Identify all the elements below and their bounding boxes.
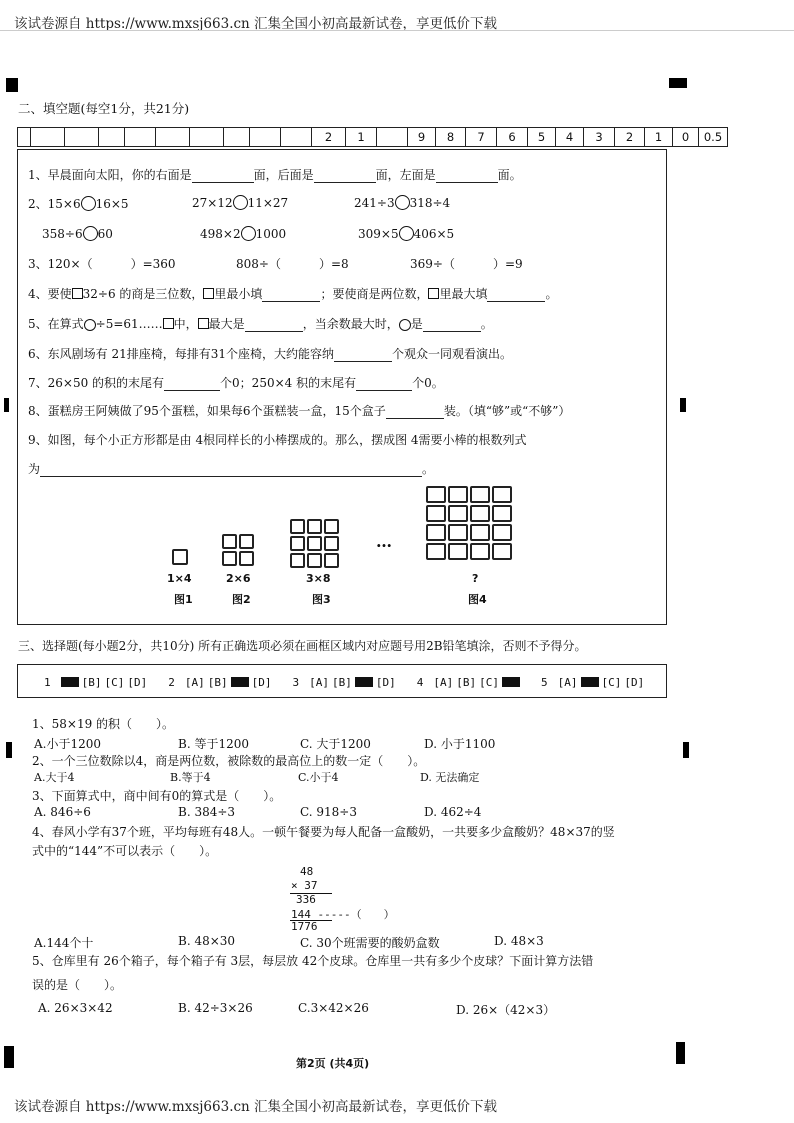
answer-bubble[interactable]: [D]: [127, 676, 148, 689]
answer-blank[interactable]: [334, 349, 392, 362]
choice-q3-option-b[interactable]: B. 384÷3: [178, 805, 236, 819]
figure-3-caption: 图3: [312, 593, 331, 606]
choice-q5-option-b[interactable]: B. 42÷3×26: [178, 1001, 253, 1015]
compare-circle[interactable]: [395, 195, 410, 210]
choice-q3-option-c[interactable]: C. 918÷3: [300, 805, 357, 819]
circle-placeholder: [84, 319, 96, 331]
answer-bubble[interactable]: [D]: [375, 676, 396, 689]
answer-blank[interactable]: [356, 378, 412, 391]
figure-1-grid: [172, 549, 188, 565]
question-5: 5、在算式 ÷5=61…… 中， 最大是 ，当余数最大时， 是 。: [28, 317, 493, 331]
vertical-line-4: 144 -----（ ）: [291, 908, 395, 921]
answer-group: [168, 676, 274, 689]
registration-mark: [4, 398, 9, 412]
question-2-item: 2、15×6 16×5: [28, 197, 129, 211]
answer-bubble[interactable]: [C]: [104, 676, 125, 689]
figure-3-formula: 3×8: [306, 572, 331, 585]
answer-blank[interactable]: [487, 289, 545, 302]
registration-mark: [683, 742, 689, 758]
answer-group: [541, 676, 647, 689]
answer-bubble[interactable]: [B]: [332, 676, 352, 689]
vertical-line-5: 1776: [291, 920, 318, 933]
choice-q2-option-a[interactable]: A.大于4: [34, 771, 75, 784]
compare-circle[interactable]: [81, 196, 96, 211]
choice-q5-option-c[interactable]: C.3×42×26: [298, 1001, 369, 1015]
score-cell: [156, 128, 190, 147]
answer-blank[interactable]: [164, 378, 220, 391]
divider: [0, 30, 794, 31]
choice-q1-stem: 1、58×19 的积（ ）。: [32, 717, 175, 731]
answer-blank[interactable]: [245, 319, 303, 332]
circle-placeholder: [399, 319, 411, 331]
vertical-line-3: 336: [296, 893, 316, 906]
score-cell: [281, 128, 312, 147]
score-cell: 0.5: [699, 128, 728, 147]
section-3-title: 三、选择题(每小题2分，共10分) 所有正确选项必须在画框区域内对应题号用2B铅笔填涂，否则不予得分。: [18, 639, 587, 653]
answer-bubble[interactable]: [B]: [456, 676, 477, 689]
filled-bubble[interactable]: [231, 677, 249, 687]
score-cell: 4: [556, 128, 584, 147]
figure-1-formula: 1×4: [167, 572, 192, 585]
choice-q3-option-d[interactable]: D. 462÷4: [424, 805, 482, 819]
score-cell: 7: [466, 128, 497, 147]
answer-blank[interactable]: [192, 170, 254, 183]
filled-bubble[interactable]: [61, 677, 79, 687]
registration-mark: [676, 1042, 685, 1064]
compare-circle[interactable]: [233, 195, 248, 210]
answer-blank[interactable]: [386, 406, 444, 419]
choice-q1-option-a[interactable]: A.小于1200: [34, 737, 102, 751]
answer-number: 3: [292, 676, 300, 689]
registration-mark: [4, 1046, 14, 1068]
answer-group: [44, 676, 150, 689]
figure-2-caption: 图2: [232, 593, 251, 606]
score-cell: [99, 128, 125, 147]
question-6: 6、东风剧场有 21排座椅，每排有31个座椅，大约能容纳 个观众一同观看演出。: [28, 347, 513, 361]
score-cell: [190, 128, 224, 147]
question-3b: 808÷（ ）=8: [236, 257, 349, 271]
figure-3-grid: [290, 519, 339, 568]
figure-2-grid: [222, 534, 254, 566]
answer-group: [293, 676, 399, 689]
answer-bubble[interactable]: [B]: [81, 676, 102, 689]
figure-2-formula: 2×6: [226, 572, 251, 585]
score-cell: 2: [615, 128, 645, 147]
choice-q5-stem-line1: 5、仓库里有 26个箱子，每个箱子有 3层，每层放 42个皮球。仓库里一共有多少个皮球？下面计算方法错: [32, 954, 594, 968]
square-placeholder: [72, 288, 83, 299]
choice-q1-option-d[interactable]: D. 小于1100: [424, 737, 496, 751]
question-1: 1、早晨面向太阳，你的右面是 面，后面是 面，左面是 面。: [28, 168, 522, 182]
ellipsis: …: [376, 532, 392, 551]
question-2-item: 27×12 11×27: [192, 196, 289, 210]
choice-q1-option-c[interactable]: C. 大于1200: [300, 737, 371, 751]
choice-q3-option-a[interactable]: A. 846÷6: [34, 805, 91, 819]
score-cell: [125, 128, 156, 147]
score-cell: [224, 128, 250, 147]
answer-group: [417, 676, 523, 689]
choice-q4-option-c[interactable]: C. 30个班需要的酸奶盒数: [300, 936, 440, 950]
compare-circle[interactable]: [241, 226, 256, 241]
square-placeholder: [428, 288, 439, 299]
score-cell: 0: [673, 128, 699, 147]
registration-mark: [669, 78, 687, 88]
answer-blank[interactable]: [423, 319, 481, 332]
answer-bubble[interactable]: [A]: [433, 676, 454, 689]
score-cell: [31, 128, 65, 147]
source-banner-bottom: 该试卷源自 https://www.mxsj663.cn 汇集全国小初高最新试卷，享更低价下载: [14, 1099, 498, 1115]
square-placeholder: [198, 318, 209, 329]
answer-bubble[interactable]: [A]: [309, 676, 329, 689]
question-9: 9、如图，每个小正方形都是由 4根同样长的小棒摆成的。那么，摆成图 4需要小棒的根数列式: [28, 433, 527, 447]
figure-4-caption: 图4: [468, 593, 487, 606]
choice-q4-option-b[interactable]: B. 48×30: [178, 934, 236, 948]
filled-bubble[interactable]: [581, 677, 599, 687]
compare-circle[interactable]: [399, 226, 414, 241]
answer-bubble[interactable]: [C]: [479, 676, 499, 689]
answer-blank[interactable]: [262, 289, 320, 302]
question-2-item: 241÷3 318÷4: [354, 196, 451, 210]
figure-1-caption: 图1: [174, 593, 193, 606]
page-number: 第2页 (共4页): [296, 1057, 370, 1070]
source-banner-top: 该试卷源自 https://www.mxsj663.cn 汇集全国小初高最新试卷，享更低价下载: [14, 16, 498, 32]
choice-q2-option-d[interactable]: D. 无法确定: [420, 771, 480, 784]
choice-q5-option-a[interactable]: A. 26×3×42: [38, 1001, 113, 1015]
choice-q3-stem: 3、下面算式中，商中间有0的算式是（ ）。: [32, 789, 282, 803]
answer-bubble[interactable]: [D]: [251, 676, 272, 689]
square-placeholder: [203, 288, 214, 299]
registration-mark: [680, 398, 686, 412]
score-cell: 3: [584, 128, 615, 147]
choice-q4-stem-line2: 式中的“144”不可以表示（ ）。: [32, 844, 218, 858]
score-cell: [250, 128, 281, 147]
score-cell: 5: [528, 128, 556, 147]
score-cell: [18, 128, 31, 147]
answer-blank[interactable]: [436, 170, 498, 183]
vertical-line-1: 48: [300, 865, 314, 878]
registration-mark: [6, 78, 18, 92]
score-cell: 2: [312, 128, 346, 147]
question-2-item: 498×2 1000: [200, 227, 287, 241]
choice-q2-option-b[interactable]: B.等于4: [170, 771, 211, 784]
answer-blank[interactable]: [40, 464, 422, 477]
question-7: 7、26×50 的积的末尾有 个0；250×4 积的末尾有 个0。: [28, 376, 444, 390]
choice-q2-stem: 2、一个三位数除以4，商是两位数，被除数的最高位上的数一定（ ）。: [32, 754, 426, 768]
score-cell: 6: [497, 128, 528, 147]
choice-q2-option-c[interactable]: C.小于4: [298, 771, 339, 784]
answer-number: 1: [44, 676, 51, 689]
answer-bubble[interactable]: [C]: [601, 676, 622, 689]
question-2-item: 358÷6 60: [42, 227, 113, 241]
filled-bubble[interactable]: [355, 677, 373, 687]
figure-4-grid: [426, 486, 512, 560]
choice-q4-stem-line1: 4、春风小学有37个班，平均每班有48人。一顿午餐要为每人配备一盒酸奶，一共要多少盒酸奶？48×37的竖: [32, 825, 615, 839]
square-placeholder: [163, 318, 174, 329]
question-2-item: 309×5 406×5: [358, 227, 455, 241]
answer-bubble[interactable]: [D]: [624, 676, 645, 689]
answer-bubble[interactable]: [A]: [184, 676, 205, 689]
answer-bubble[interactable]: [B]: [207, 676, 228, 689]
section-2-title: 二、填空题(每空1分，共21分): [18, 101, 190, 116]
score-cell: [65, 128, 99, 147]
registration-mark: [6, 742, 12, 758]
figure-4-formula: ?: [472, 572, 479, 585]
choice-q5-option-d[interactable]: D. 26×（42×3）: [456, 1003, 556, 1017]
choice-q5-stem-line2: 误的是（ ）。: [32, 978, 123, 992]
score-cell: [377, 128, 408, 147]
answer-number: 5: [541, 676, 548, 689]
score-cell: 8: [436, 128, 466, 147]
answer-bubble[interactable]: [A]: [557, 676, 578, 689]
choice-q4-option-d[interactable]: D. 48×3: [494, 934, 544, 948]
choice-q4-option-a[interactable]: A.144个十: [34, 936, 94, 950]
answer-sheet-row: [44, 676, 665, 689]
question-3c: 369÷（ ）=9: [410, 257, 523, 271]
choice-q1-option-b[interactable]: B. 等于1200: [178, 737, 249, 751]
question-9-answer-line: 为 。: [28, 462, 435, 476]
question-3a: 3、120×（ ）=360: [28, 257, 176, 271]
score-table: [17, 127, 728, 147]
answer-number: 2: [168, 676, 175, 689]
score-cell: 9: [408, 128, 436, 147]
score-cell: 1: [346, 128, 377, 147]
question-8: 8、蛋糕房王阿姨做了95个蛋糕，如果每6个蛋糕装一盒，15个盒子 装。（填“够”或“不够”）: [28, 404, 571, 418]
vertical-line-2: × 37: [291, 879, 318, 892]
question-4: 4、要使 32÷6 的商是三位数， 里最小填 ；要使商是两位数， 里最大填 。: [28, 287, 558, 301]
score-cell: 1: [645, 128, 673, 147]
answer-number: 4: [416, 676, 424, 689]
filled-bubble[interactable]: [502, 677, 520, 687]
compare-circle[interactable]: [83, 226, 98, 241]
answer-blank[interactable]: [314, 170, 376, 183]
